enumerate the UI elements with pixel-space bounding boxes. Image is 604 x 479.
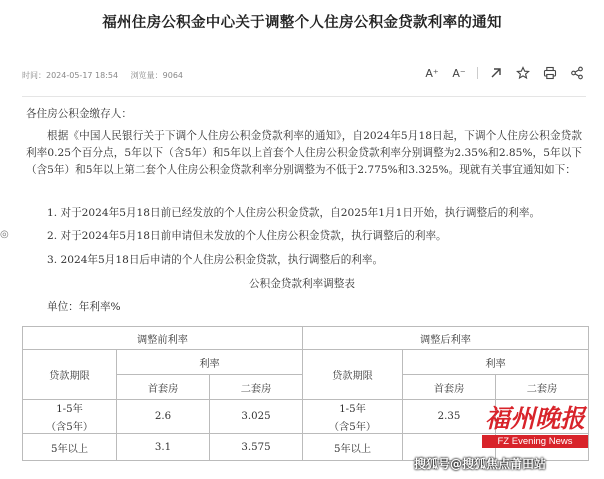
printer-icon xyxy=(543,66,557,80)
term-cell: 5年以上 xyxy=(303,434,403,461)
newspaper-logo xyxy=(476,403,594,455)
term-line: （含5年） xyxy=(328,422,377,433)
list-item: 2. 对于2024年5月18日前申请但未发放的个人住房公积金贷款，执行调整后的利率。 xyxy=(47,230,447,242)
rate-header: 利率 xyxy=(403,350,589,375)
before-first-cell: 3.1 xyxy=(117,434,210,461)
first-home-header: 首套房 xyxy=(403,375,496,400)
after-first-cell: 2.35 xyxy=(403,400,496,434)
views-label: 浏览量： xyxy=(130,71,163,80)
side-mark: ◎ xyxy=(0,229,9,240)
share-icon[interactable] xyxy=(487,64,505,82)
list-item: 3. 2024年5月18日后申请的个人住房公积金贷款，执行调整后的利率。 xyxy=(47,254,384,266)
greeting: 各住房公积金缴存人： xyxy=(26,108,132,120)
list-item: 1. 对于2024年5月18日前已经发放的个人住房公积金贷款，自2025年1月1日开始，执行调整后的利率。 xyxy=(47,207,541,219)
header-divider xyxy=(22,96,586,97)
toolbar-divider xyxy=(477,67,478,79)
publish-time xyxy=(22,71,118,80)
share-nodes-icon xyxy=(570,66,584,80)
term-cell: 5年以上 xyxy=(23,434,117,461)
favorite-icon[interactable] xyxy=(514,64,532,82)
before-first-cell: 2.6 xyxy=(117,400,210,434)
source-watermark: 搜狐号@搜狐焦点莆田站 xyxy=(414,457,547,471)
term-line: 1-5年 xyxy=(339,404,366,415)
font-increase-icon[interactable]: A⁺ xyxy=(425,66,439,80)
print-icon[interactable] xyxy=(541,64,559,82)
rate-header: 利率 xyxy=(117,350,303,375)
second-home-header: 二套房 xyxy=(496,375,589,400)
term-header: 贷款期限 xyxy=(303,350,403,400)
term-cell xyxy=(303,400,403,434)
time-value: 2024-05-17 18:54 xyxy=(46,71,119,80)
page-title: 福州住房公积金中心关于调整个人住房公积金贷款利率的通知 xyxy=(102,15,502,31)
time-label: 时间： xyxy=(22,71,46,80)
share-icon-glyph xyxy=(489,66,503,80)
star-icon xyxy=(516,66,530,80)
views-value: 9064 xyxy=(162,71,183,80)
logo-title: 福州晚报 xyxy=(484,404,585,433)
table-unit: 单位：年利率% xyxy=(47,301,121,313)
forward-icon[interactable] xyxy=(568,64,586,82)
first-home-header: 首套房 xyxy=(117,375,210,400)
table-caption: 公积金贷款利率调整表 xyxy=(249,278,355,290)
before-second-cell: 3.025 xyxy=(210,400,303,434)
table-row xyxy=(23,327,589,350)
article-meta xyxy=(22,70,193,81)
logo-subtitle: FZ Evening News xyxy=(482,435,588,448)
term-header: 贷款期限 xyxy=(23,350,117,400)
term-line: （含5年） xyxy=(45,422,94,433)
before-second-cell: 3.575 xyxy=(210,434,303,461)
article-toolbar xyxy=(423,64,586,82)
before-header: 调整前利率 xyxy=(23,327,303,350)
term-line: 1-5年 xyxy=(56,404,83,415)
table-row xyxy=(23,350,589,375)
intro-paragraph: 根据《中国人民银行关于下调个人住房公积金贷款利率的通知》，自2024年5月18日起，下调个人住房公积金贷款利率0.25个百分点，5年以下（含5年）和5年以上首套个人住房公积金贷款利率分别调整为2.35%和2.85%，5年以下（含5年）和5年以上第二套个人住房公积金贷款利率分别调整为不低于2.775%和3.325%。现就有关事宜通知如下： xyxy=(26,130,582,176)
font-decrease-icon[interactable]: A⁻ xyxy=(452,66,466,80)
view-count xyxy=(131,71,183,80)
term-cell xyxy=(23,400,117,434)
after-header: 调整后利率 xyxy=(303,327,589,350)
second-home-header: 二套房 xyxy=(210,375,303,400)
